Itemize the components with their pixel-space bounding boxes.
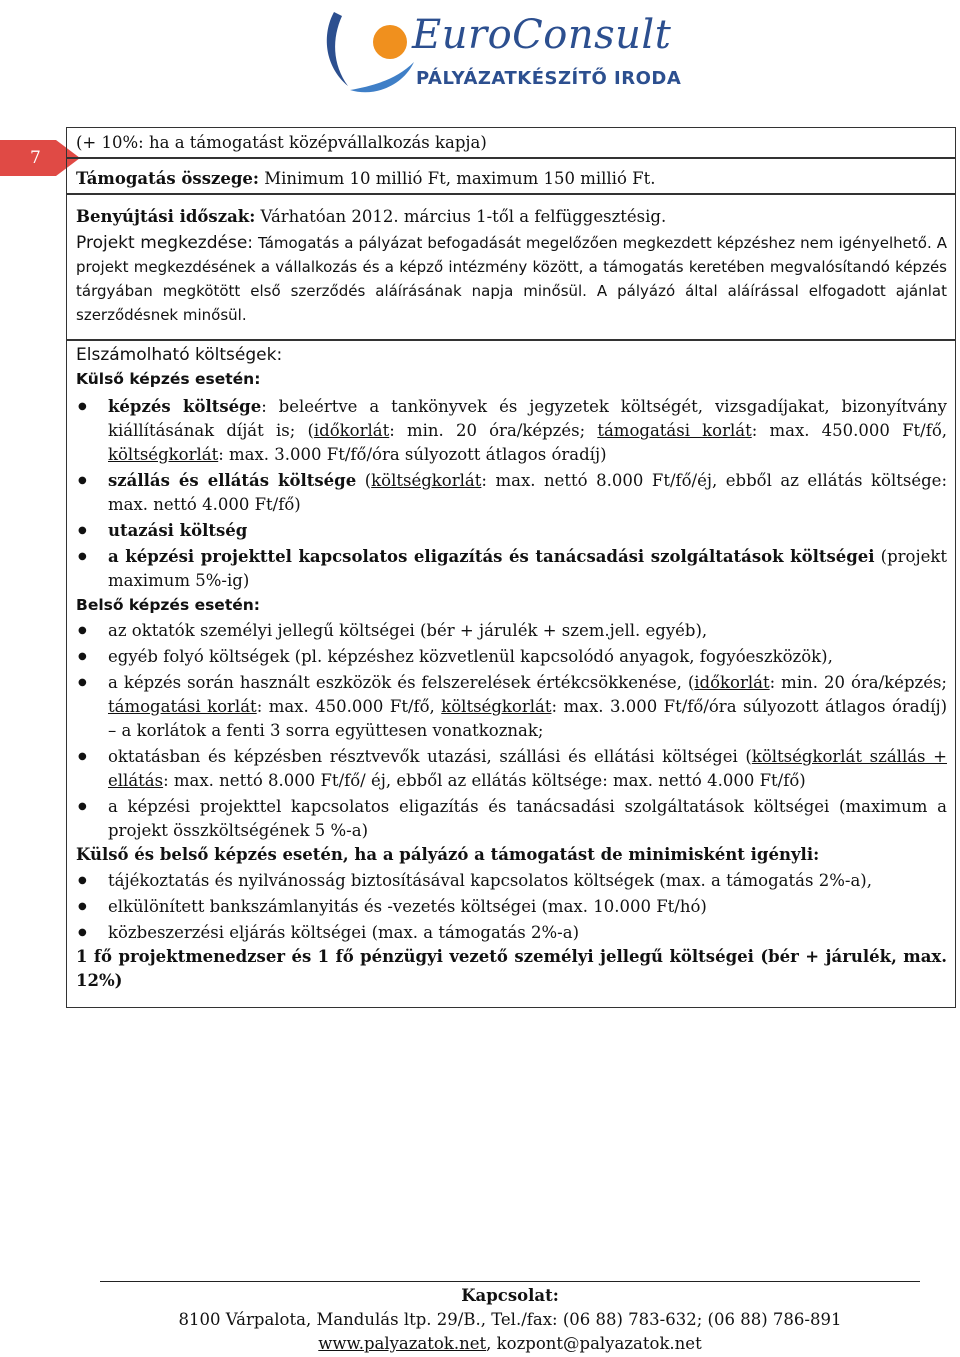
footer-title: Kapcsolat: (461, 1286, 559, 1305)
email-text: , kozpont@palyazatok.net (486, 1334, 702, 1353)
swoosh-logo-icon (320, 4, 420, 96)
footer-address: 8100 Várpalota, Mandulás ltp. 29/B., Tel./fax: (06 88) 783-632; (06 88) 786-891 (178, 1310, 842, 1329)
list-item: ● közbeszerzési eljárás költségei (max. a támogatás 2%-a) (76, 921, 947, 945)
bonus-row (66, 127, 956, 158)
amount-text: Minimum 10 millió Ft, maximum 150 millió Ft. (259, 169, 656, 188)
internal-title: Belső képzés esetén: (76, 596, 260, 614)
period-label: Benyújtási időszak: (76, 207, 256, 226)
start-label: Projekt megkezdése: (76, 233, 254, 253)
internal-list (76, 619, 947, 843)
page-number: 7 (30, 148, 41, 168)
period-line (76, 205, 955, 229)
amount-label: Támogatás összege: (76, 169, 260, 188)
period-text: Várhatóan 2012. március 1-től a felfüggesztésig. (255, 207, 667, 226)
list-item: ● képzés költsége: beleértve a tankönyvek és jegyzetek költségét, vizsgadíjakat, bizonyítvány kiállításának díját is; (időkorlát: min. 20 óra/képzés; támogatási korlát: max. 450.000 Ft/fő, költségkorlát: max. 3.000 Ft/fő/óra súlyozott átlagos óradíj) (76, 395, 947, 467)
list-item: ● szállás és ellátás költsége (költségkorlát: max. nettó 8.000 Ft/fő/éj, ebből az ellátás költsége: max. nettó 4.000 Ft/fő) (76, 469, 947, 517)
manager-text: 1 fő projektmenedzser és 1 fő pénzügyi vezető személyi jellegű költségei (bér + járulék, max. 12%) (76, 947, 947, 990)
costs-section (66, 340, 956, 1008)
website-link[interactable]: www.palyazatok.net (318, 1334, 487, 1353)
bonus-text: ha a támogatást középvállalkozás kapja) (143, 133, 487, 152)
start-text: Támogatás a pályázat befogadását megelőzően megkezdett képzéshez nem igényelhető. A projekt megkezdésének a vállalkozás és a képző intézmény között, a támogatás keretében megvalósítandó képzés tárgyában megkötött első szerződés aláírásának napja minősül. A pályázó által aláírással elfogadott ajánlat szerződésnek minősül. (76, 234, 948, 324)
amount-row (66, 158, 956, 194)
list-item: ● tájékoztatás és nyilvánosság biztosításával kapcsolatos költségek (max. a támogatás 2%-a), (76, 869, 947, 893)
bonus-label: (+ 10%: (76, 133, 144, 152)
costs-title: Elszámolható költségek: (76, 345, 283, 365)
footer-links (100, 1332, 920, 1356)
list-item: ● a képzési projekttel kapcsolatos eligazítás és tanácsadási szolgáltatások költségei (projekt maximum 5%-ig) (76, 545, 947, 593)
external-title: Külső képzés esetén: (76, 370, 261, 388)
logo-name: EuroConsult (412, 12, 672, 58)
list-item: ● az oktatók személyi jellegű költségei (bér + járulék + szem.jell. egyéb), (76, 619, 947, 643)
list-item: ● a képzés során használt eszközök és felszerelések értékcsökkenése, (időkorlát: min. 20 óra/képzés; támogatási korlát: max. 450.000 Ft/fő, költségkorlát: max. 3.000 Ft/fő/óra súlyozott átlagos óradíj) – a korlátok a fenti 3 sorra együttesen vonatkoznak; (76, 671, 947, 743)
euroconsult-logo (320, 4, 700, 96)
list-item: ● egyéb folyó költségek (pl. képzéshez közvetlenül kapcsolódó anyagok, fogyóeszközök), (76, 645, 947, 669)
list-item: ● a képzési projekttel kapcsolatos eligazítás és tanácsadási szolgáltatások költségei (maximum a projekt összköltségének 5 %-a) (76, 795, 947, 843)
list-item: ● oktatásban és képzésben résztvevők utazási, szállási és ellátási költségei (költségkorlát szállás + ellátás: max. nettó 8.000 Ft/fő/ éj, ebből az ellátás költsége: max. nettó 4.000 Ft/fő) (76, 745, 947, 793)
list-item: ● elkülönített bankszámlanyitás és -vezetés költségei (max. 10.000 Ft/hó) (76, 895, 947, 919)
list-item: ● utazási költség (76, 519, 947, 543)
deminimis-list (76, 869, 947, 945)
footer-contact (100, 1281, 920, 1356)
start-paragraph (76, 231, 955, 327)
external-list (76, 395, 947, 593)
logo-subtitle: PÁLYÁZATKÉSZÍTŐ IRODA (416, 68, 682, 89)
deminimis-title: Külső és belső képzés esetén, ha a pályázó a támogatást de minimisként igényli: (76, 845, 820, 864)
period-start-row (66, 194, 956, 340)
